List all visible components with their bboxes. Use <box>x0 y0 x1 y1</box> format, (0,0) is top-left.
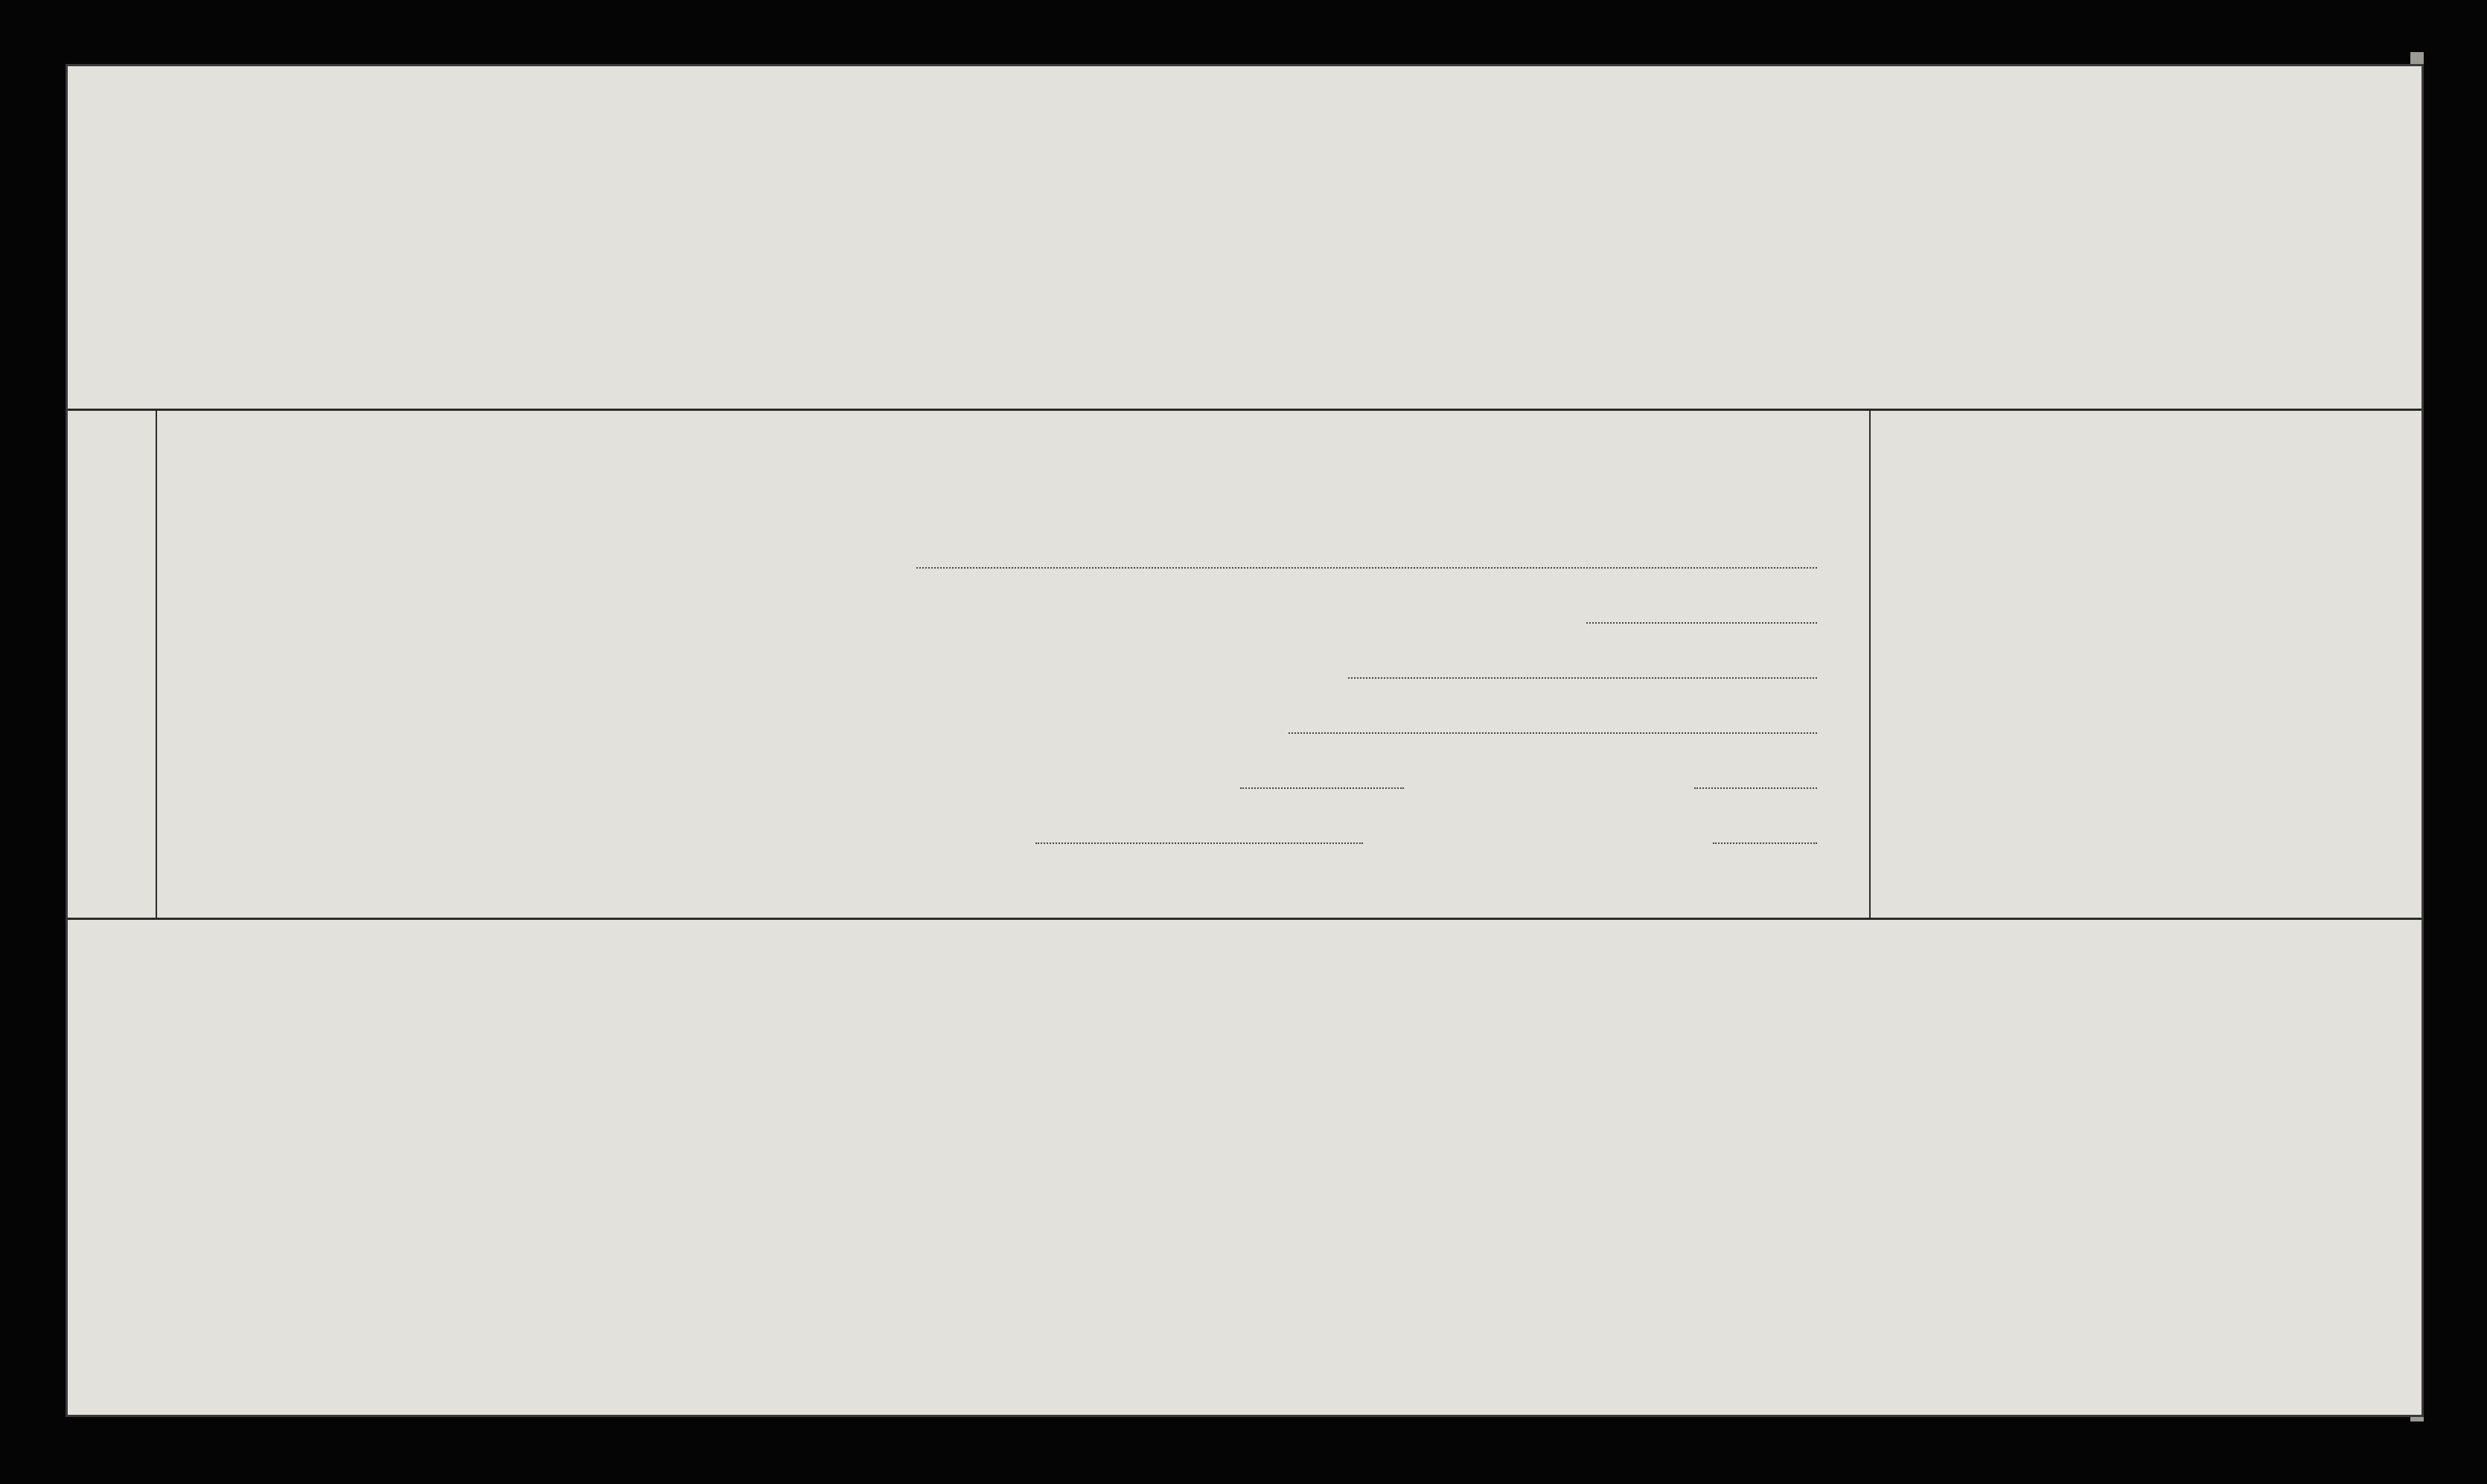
private-farms-box <box>723 411 1871 920</box>
answer-line[interactable] <box>1240 787 1404 789</box>
answer-line[interactable] <box>1348 677 1817 679</box>
answer-line[interactable] <box>1289 732 1817 734</box>
census-form-sheet <box>66 64 2424 1417</box>
answer-line[interactable] <box>916 567 1817 569</box>
answer-line[interactable] <box>1586 622 1817 624</box>
lease-table <box>68 918 2421 1421</box>
blank-left <box>68 411 157 920</box>
middle-section <box>68 409 2421 920</box>
answer-line[interactable] <box>1694 787 1817 789</box>
answer-line[interactable] <box>1035 842 1363 844</box>
answer-line[interactable] <box>1713 842 1817 844</box>
crop-table <box>68 66 2421 409</box>
